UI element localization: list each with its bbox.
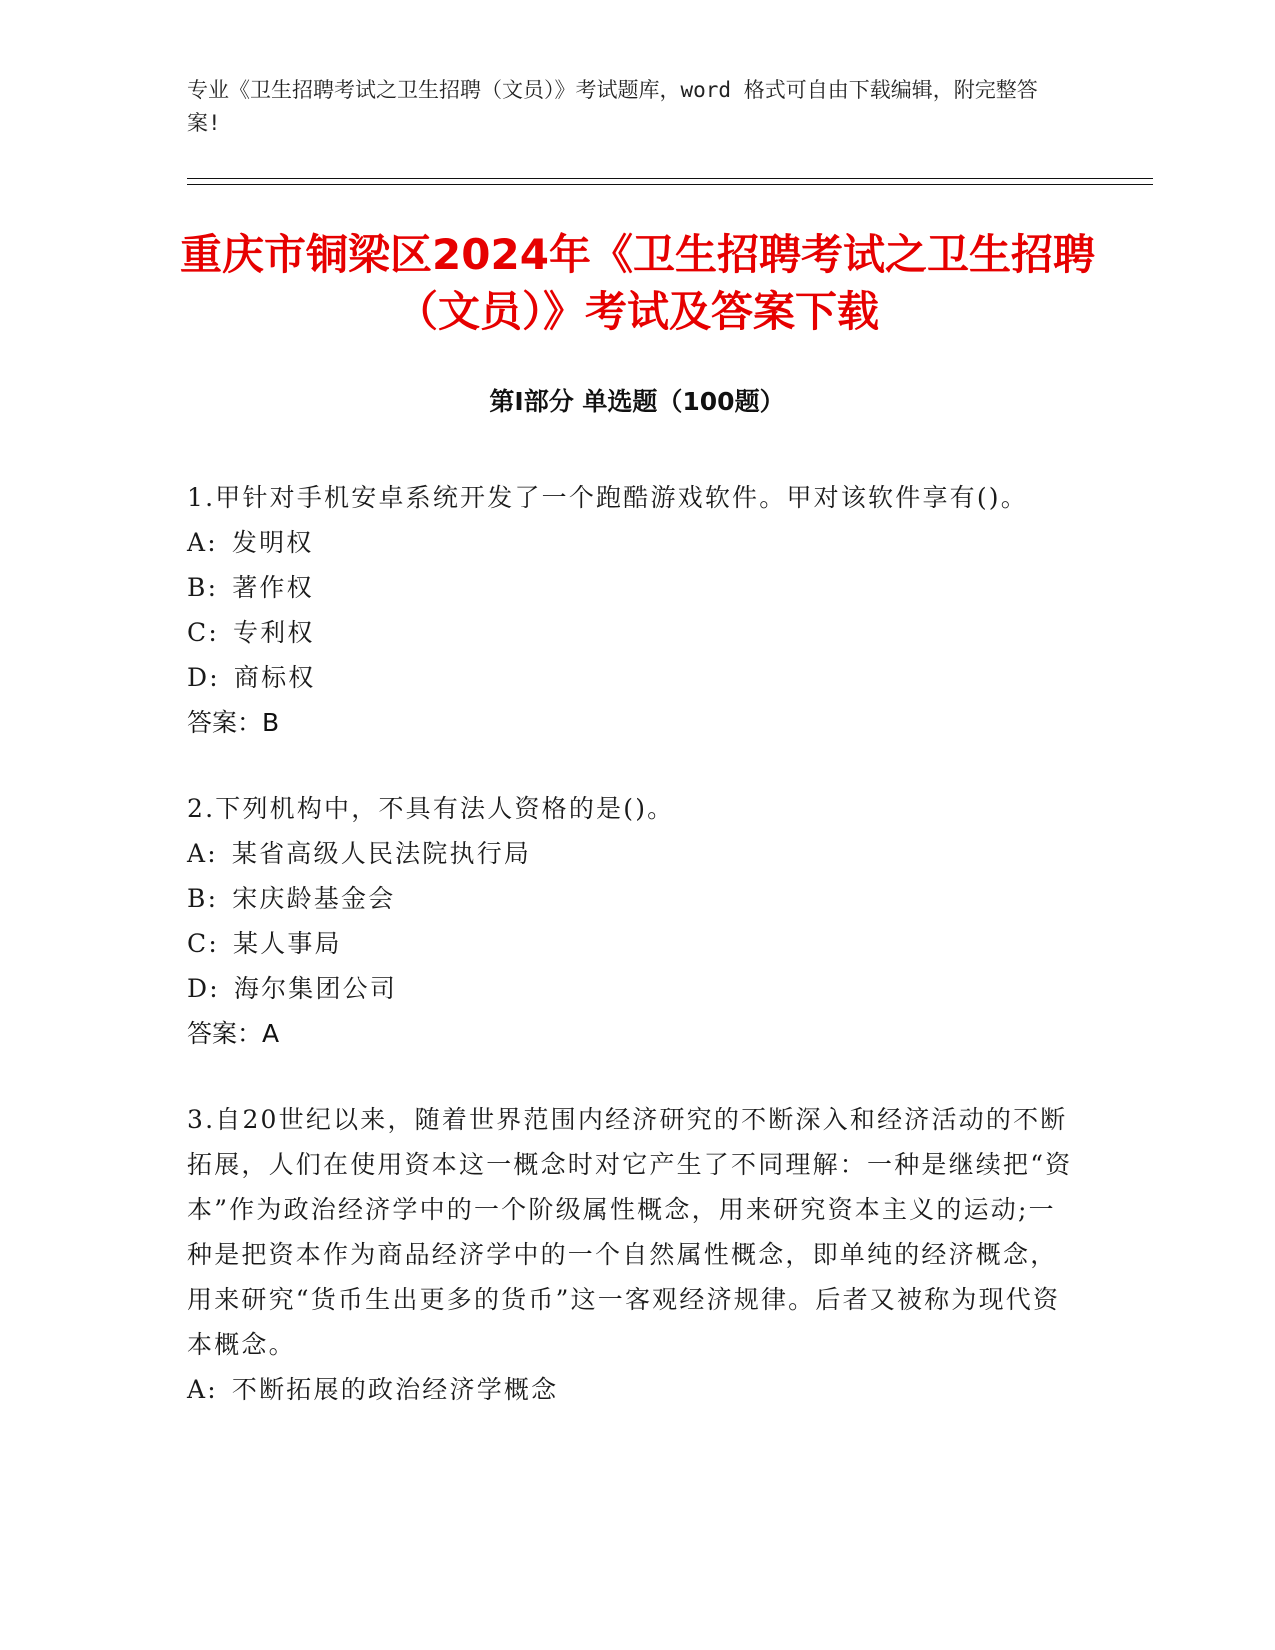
option-c [187, 921, 1077, 966]
option-text: 某人事局 [232, 929, 342, 958]
option-letter: B: [187, 884, 219, 913]
option-list [187, 1367, 1077, 1412]
option-letter: C: [187, 929, 219, 958]
question-stem: 1.甲针对手机安卓系统开发了一个跑酷游戏软件。甲对该软件享有()。 [187, 483, 1028, 512]
header-rule-top [187, 178, 1153, 179]
question-stem: 3.自20世纪以来，随着世界范围内经济研究的不断深入和经济活动的不断拓展，人们在使用资本这一概念时对它产生了不同理解：一种是继续把“资本”作为政治经济学中的一个阶级属性概念，用来研究资本主义的运动;一种是把资本作为商品经济学中的一个自然属性概念，即单纯的经济概念，用来研究“货币生出更多的货币”这一客观经济规律。后者又被称为现代资本概念。 [187, 1105, 1073, 1359]
option-letter: A: [187, 1375, 218, 1404]
answer-line: 答案：A [187, 1019, 280, 1048]
option-text: 专利权 [232, 618, 315, 647]
section-heading: 第I部分 单选题（100题） [489, 387, 785, 416]
option-b [187, 565, 1077, 610]
option-letter: C: [187, 618, 219, 647]
question-stem: 2.下列机构中，不具有法人资格的是()。 [187, 794, 675, 823]
option-b [187, 876, 1077, 921]
option-a [187, 1367, 1077, 1412]
question-3 [187, 1097, 1077, 1412]
option-d [187, 966, 1077, 1011]
option-letter: A: [187, 839, 218, 868]
answer-line: 答案：B [187, 708, 280, 737]
option-letter: B: [187, 573, 219, 602]
option-letter: D: [187, 974, 220, 1003]
option-text: 著作权 [232, 573, 314, 602]
header-note: 专业《卫生招聘考试之卫生招聘（文员）》考试题库，word 格式可自由下载编辑，附完整答案! [187, 78, 1038, 135]
option-text: 宋庆龄基金会 [232, 884, 396, 913]
option-list [187, 831, 1077, 1011]
option-d [187, 655, 1077, 700]
question-2 [187, 786, 1077, 1056]
option-text: 某省高级人民法院执行局 [231, 839, 532, 868]
question-1 [187, 475, 1077, 745]
option-text: 海尔集团公司 [233, 974, 398, 1003]
option-a [187, 831, 1077, 876]
option-text: 不断拓展的政治经济学概念 [231, 1375, 559, 1404]
document-title: 重庆市铜梁区2024年《卫生招聘考试之卫生招聘（文员）》考试及答案下载 [180, 230, 1095, 336]
option-list [187, 520, 1077, 700]
option-text: 商标权 [233, 663, 316, 692]
header-rule-bottom [187, 184, 1153, 185]
question-list [187, 475, 1077, 1453]
option-letter: D: [187, 663, 220, 692]
option-c [187, 610, 1077, 655]
option-letter: A: [187, 528, 218, 557]
option-a [187, 520, 1077, 565]
option-text: 发明权 [231, 528, 314, 557]
